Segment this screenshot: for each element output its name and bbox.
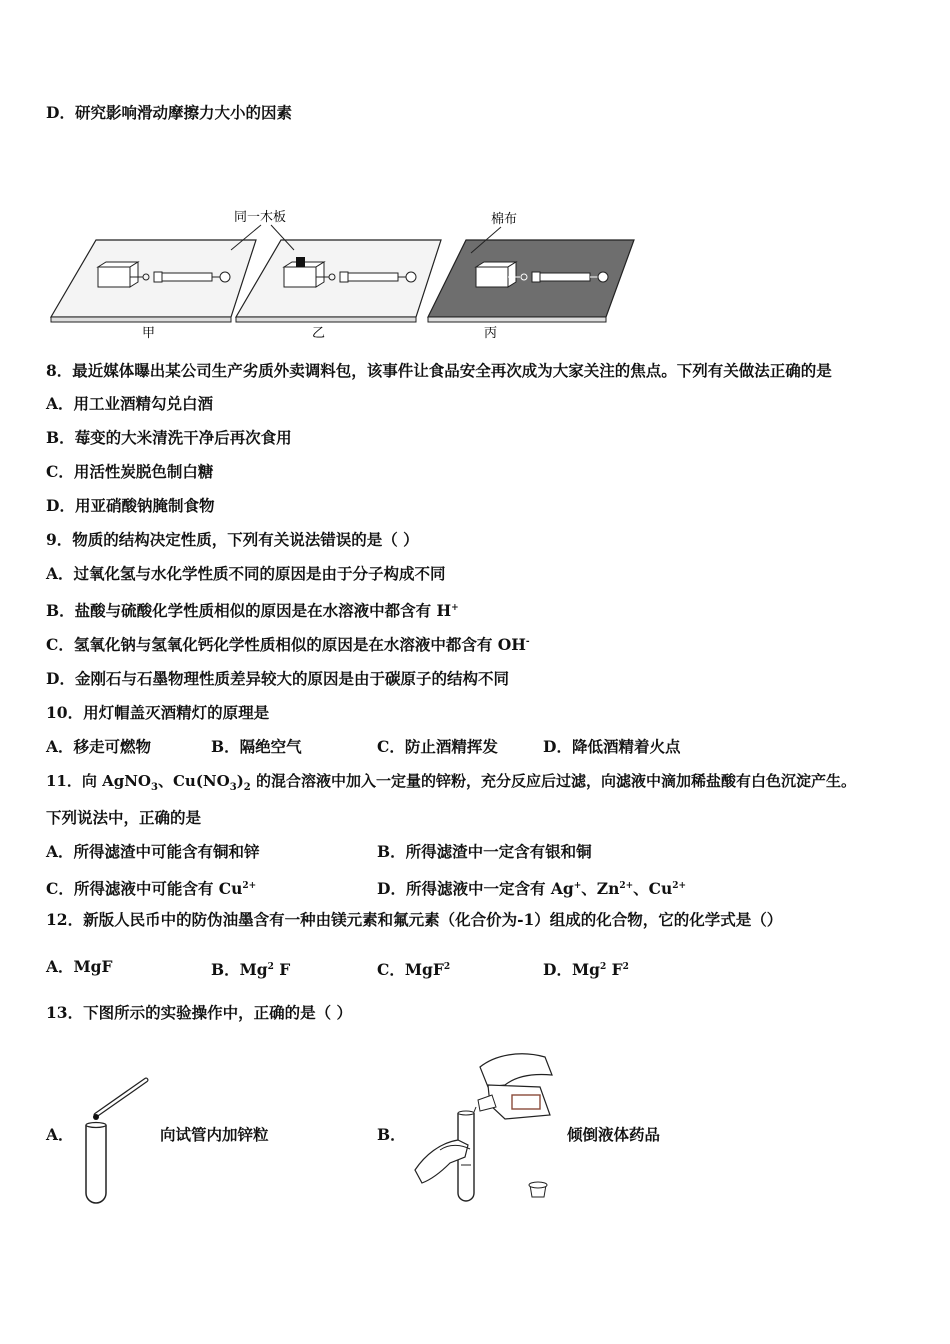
board-1 [51, 240, 256, 322]
q8-option-d: D．用亚硝酸钠腌制食物 [46, 496, 215, 515]
q8-option-c: C．用活性炭脱色制白糖 [46, 462, 214, 481]
caption-bing: 丙 [484, 326, 498, 341]
q12-option-c: C．MgF$^2$ [377, 960, 451, 980]
q12-option-a: A．MgF [46, 957, 113, 976]
q8-stem: 8．最近媒体曝出某公司生产劣质外卖调料包，该事件让食品安全再次成为大家关注的焦点。下列有关做法正确的是 [46, 361, 832, 380]
label-same-board: 同一木板 [234, 210, 287, 225]
caption-yi: 乙 [312, 326, 326, 341]
q11-option-a: A．所得滤渣中可能含有铜和锌 [46, 842, 260, 861]
caption-jia: 甲 [142, 326, 156, 341]
q9-option-b: B．盐酸与硫酸化学性质相似的原因是在水溶液中都含有 H+ [46, 601, 459, 621]
label-cotton-cloth: 棉布 [491, 212, 518, 227]
q10-option-a: A．移走可燃物 [46, 737, 152, 756]
q13-option-b-label: B． [377, 1125, 406, 1144]
q11-stem: 11．向 AgNO$_3$、$Cu(NO_3)_2$ 的混合溶液中加入一定量的锌粉，充分反应后过滤，向滤液中滴加稀盐酸有白色沉淀产生。 [46, 772, 856, 793]
q10-option-b: B．隔绝空气 [211, 737, 302, 756]
friction-experiment-figure [46, 205, 646, 345]
q12-option-b: B．Mg$^2$ F [211, 960, 291, 980]
q13-option-b-text: 倾倒液体药品 [567, 1125, 661, 1144]
test-tube-zinc-figure [78, 1075, 153, 1210]
q11-option-c: C．所得滤液中可能含有 $Cu^{2+}$ [46, 879, 257, 899]
q10-stem: 10．用灯帽盖灭酒精灯的原理是 [46, 703, 270, 722]
board-2 [236, 240, 441, 322]
q11-stem-line2: 下列说法中，正确的是 [46, 808, 202, 827]
board-3 [428, 240, 634, 322]
q13-option-a-label: A． [46, 1125, 74, 1144]
q7-option-d: D．研究影响滑动摩擦力大小的因素 [46, 103, 292, 122]
q9-stem: 9．物质的结构决定性质，下列有关说法错误的是（ ） [46, 530, 419, 549]
q13-stem: 13．下图所示的实验操作中，正确的是（ ） [46, 1003, 352, 1022]
q10-option-d: D．降低酒精着火点 [543, 737, 681, 756]
q11-option-d: D．所得滤液中一定含有 Ag+、$Zn^{2+}$、$Cu^{2+}$ [377, 879, 687, 899]
q12-stem: 12．新版人民币中的防伪油墨含有一种由镁元素和氟元素（化合价为-1）组成的化合物，它的化学式是（） [46, 910, 783, 929]
q12-option-d: D．Mg$^2$ $F^2$ [543, 960, 629, 980]
q9-option-d: D．金刚石与石墨物理性质差异较大的原因是由于碳原子的结构不同 [46, 669, 509, 688]
pouring-liquid-figure [410, 1045, 560, 1210]
q13-option-a-text: 向试管内加锌粒 [160, 1125, 269, 1144]
q9-option-a: A．过氧化氢与水化学性质不同的原因是由于分子构成不同 [46, 564, 446, 583]
q10-option-c: C．防止酒精挥发 [377, 737, 498, 756]
q8-option-a: A．用工业酒精勾兑白酒 [46, 394, 214, 413]
q11-option-b: B．所得滤渣中一定含有银和铜 [377, 842, 592, 861]
q8-option-b: B．莓变的大米清洗干净后再次食用 [46, 428, 292, 447]
q9-option-c: C．氢氧化钠与氢氧化钙化学性质相似的原因是在水溶液中都含有 OH- [46, 635, 530, 655]
